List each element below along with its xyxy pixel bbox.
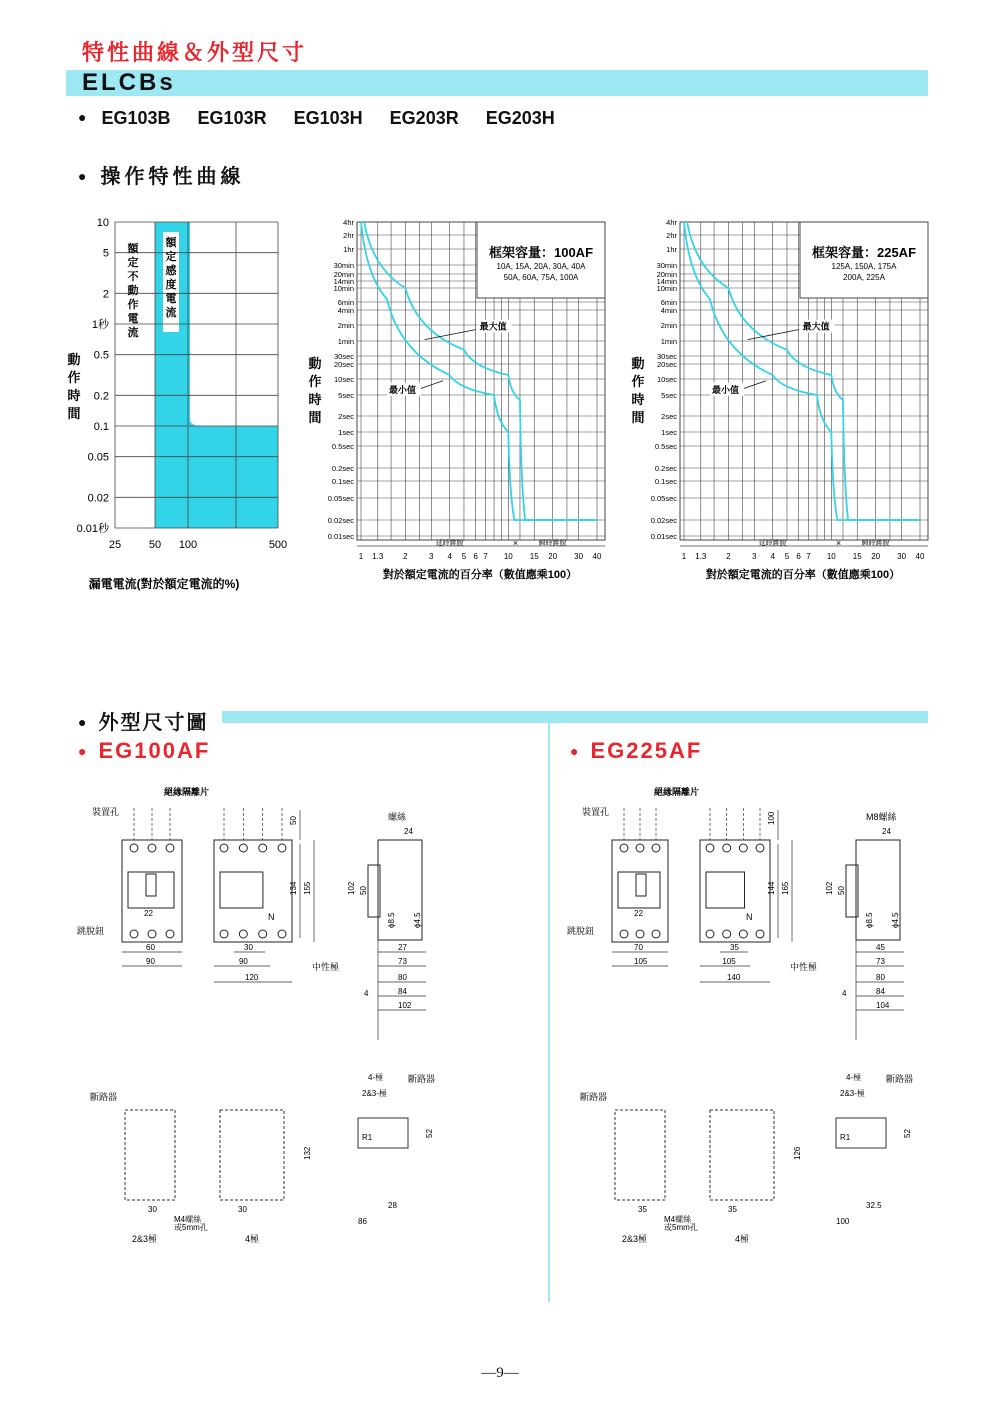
- pole-4-label: 4極: [245, 1234, 260, 1244]
- model-item: EG103H: [293, 108, 363, 128]
- delay-trip-label: 延時跳脫: [435, 540, 464, 547]
- mount-hole-label: 裝置孔: [582, 807, 610, 817]
- dim-value: 144: [767, 881, 776, 895]
- x-tick-label: 7: [806, 552, 811, 561]
- dim-value: 35: [638, 1205, 647, 1214]
- terminal: [723, 930, 731, 938]
- cutout-4pole: [220, 1110, 284, 1200]
- terminal: [652, 844, 660, 852]
- four-pole-label: 4-極: [368, 1073, 384, 1082]
- front-view-4pole: [214, 840, 292, 942]
- dim-value: 4: [842, 989, 847, 998]
- x-tick-label: 3: [429, 552, 434, 561]
- dim-value: 80: [398, 973, 407, 982]
- x-tick-label: 2: [403, 552, 408, 561]
- dim-value: ϕ4.5: [413, 912, 422, 928]
- dim-drawing-eg100af: [70, 780, 540, 1280]
- terminal: [166, 844, 174, 852]
- trip-ylabel-char: 作: [308, 374, 322, 389]
- y-tick-label: 5sec: [338, 391, 354, 400]
- dim-value: 50: [359, 886, 368, 895]
- x-tick-label: 10: [826, 552, 836, 561]
- frame-capacity-box: [477, 222, 605, 298]
- trip-ylabel-char: 作: [631, 374, 645, 389]
- x-tick-label: 2: [726, 552, 731, 561]
- dim-value: 45: [876, 943, 885, 952]
- neutral-mark: N: [268, 912, 275, 922]
- insulator-label: 絕緣隔離片: [164, 787, 210, 797]
- y-tick-label: 10sec: [656, 375, 677, 384]
- terminal: [620, 930, 628, 938]
- y-tick-label: 0.1sec: [331, 477, 354, 486]
- trip-button-label: 跳脫鈕: [567, 926, 595, 936]
- y-tick-label: 20min: [656, 270, 677, 279]
- handle-area: [618, 872, 660, 908]
- four-pole-label: 4-極: [846, 1073, 862, 1082]
- dim-value: 104: [876, 1001, 890, 1010]
- page-number: —9—: [481, 1365, 519, 1381]
- max-label: 最大值: [479, 321, 507, 332]
- screw-note: 或5mm孔: [174, 1223, 208, 1232]
- x-tick-label: 25: [108, 539, 122, 551]
- x-tick-label: 30: [574, 552, 584, 561]
- frame-capacity-title: 框架容量：225AF: [811, 245, 917, 260]
- x-tick-label: 30: [897, 552, 907, 561]
- pole-23-label: 2&3極: [132, 1234, 158, 1244]
- y-tick-label: 1sec: [661, 428, 677, 437]
- leakage-annotation-nonoperate: 作: [127, 299, 139, 311]
- leakage-annotation-nonoperate: 流: [127, 327, 139, 339]
- dim-value: 100: [767, 811, 776, 825]
- cutout-label: 斷路器: [886, 1074, 914, 1084]
- screw-note: 或5mm孔: [664, 1223, 698, 1232]
- delay-trip-label: 延時跳脫: [758, 540, 787, 547]
- y-tick-label: 2hr: [343, 231, 354, 240]
- instant-trip-label: 瞬時跳脫: [538, 540, 567, 547]
- screw-label: M8螺絲: [866, 812, 897, 822]
- x-tick-label: 100: [178, 539, 198, 551]
- dim-group: [567, 786, 913, 1244]
- frame-capacity-ratings: 10A, 15A, 20A, 30A, 40A: [496, 262, 586, 271]
- y-tick-label: 0.01sec: [650, 532, 677, 541]
- frame-capacity-box: [800, 222, 928, 298]
- model-item: EG103R: [197, 108, 267, 128]
- section-curve-title: 操作特性曲線: [100, 166, 245, 188]
- dim-value: 24: [404, 827, 413, 836]
- y-tick-label: 0.5sec: [654, 442, 677, 451]
- x-tick-label: 40: [915, 552, 925, 561]
- terminal: [130, 930, 138, 938]
- instant-trip-label: 瞬時跳脫: [861, 540, 890, 547]
- insulator-label: 絕緣隔離片: [654, 787, 700, 797]
- y-tick-label: 30min: [656, 261, 677, 270]
- terminal: [148, 844, 156, 852]
- eg225af-title: [570, 738, 702, 764]
- frame-capacity-ratings: 125A, 150A, 175A: [831, 262, 897, 271]
- terminal: [278, 844, 286, 852]
- dim-value: 24: [882, 827, 891, 836]
- screw-label: 螺絲: [388, 812, 407, 822]
- screw-note: M4螺絲: [664, 1215, 692, 1224]
- dim-value: 60: [146, 943, 155, 952]
- front-view-4pole: [700, 840, 770, 942]
- dim-drawing-eg225af: [560, 780, 950, 1280]
- y-tick-label: 0.2sec: [331, 464, 354, 473]
- y-tick-label: 0.5: [93, 349, 109, 362]
- mount-hole-label: 裝置孔: [92, 807, 120, 817]
- leakage-chart: [60, 210, 300, 595]
- dim-value: 52: [903, 1129, 912, 1138]
- terminal: [706, 844, 714, 852]
- cutout-label: 斷路器: [580, 1092, 608, 1102]
- y-tick-label: 20sec: [333, 360, 354, 369]
- dim-value: 28: [388, 1201, 397, 1210]
- dim-value: 4: [364, 989, 369, 998]
- frame-capacity-title: 框架容量：100AF: [488, 245, 594, 260]
- leakage-xlabel: 漏電電流(對於額定電流的%): [88, 577, 240, 591]
- dim-value: 73: [876, 957, 885, 966]
- dim-value: 22: [634, 909, 643, 918]
- column-divider: [548, 722, 550, 1302]
- y-tick-label: 0.2sec: [654, 464, 677, 473]
- handle-area: [128, 872, 174, 908]
- handle: [146, 874, 156, 896]
- dim-value: 90: [146, 957, 155, 966]
- y-tick-label: 2sec: [661, 412, 677, 421]
- terminal: [148, 930, 156, 938]
- max-label: 最大值: [802, 321, 830, 332]
- dim-value: 102: [398, 1001, 412, 1010]
- y-tick-label: 10min: [656, 284, 677, 293]
- dim-value: ϕ8.5: [387, 912, 396, 928]
- leakage-annotation-nonoperate: 不: [127, 271, 139, 283]
- terminal: [259, 844, 267, 852]
- trip-ylabel-char: 動: [308, 356, 322, 371]
- y-tick-label: 2sec: [338, 412, 354, 421]
- y-tick-label: 1秒: [91, 319, 109, 331]
- x-tick-label: 20: [548, 552, 558, 561]
- model-item: EG103B: [101, 108, 171, 128]
- terminal: [239, 844, 247, 852]
- dim-value: 30: [148, 1205, 157, 1214]
- dim-value: 90: [238, 957, 248, 966]
- frame-capacity-ratings: 50A, 60A, 75A, 100A: [503, 273, 579, 282]
- y-tick-label: 4hr: [343, 218, 354, 227]
- neutral-label: 中性極: [790, 962, 818, 972]
- dim-value: 100: [836, 1217, 850, 1226]
- trip-ylabel-char: 間: [631, 410, 645, 425]
- trip-chart-100af: [305, 210, 615, 595]
- section-curve-heading: [78, 160, 244, 189]
- handle: [636, 874, 646, 896]
- terminal: [636, 844, 644, 852]
- leakage-annotation-nonoperate: 動: [127, 285, 139, 297]
- terminal: [166, 930, 174, 938]
- title-band: [66, 70, 928, 96]
- two-three-pole-label: 2&3-極: [362, 1089, 387, 1098]
- x-tick-label: 4: [447, 552, 452, 561]
- leakage-annotation-sensitivity: 電: [165, 293, 177, 305]
- terminal: [220, 930, 228, 938]
- dim-value: 22: [144, 909, 153, 918]
- x-tick-label: 6: [473, 552, 478, 561]
- terminal: [130, 844, 138, 852]
- radius-label: R1: [840, 1133, 851, 1142]
- dim-value: 102: [347, 881, 356, 895]
- dim-value: 140: [727, 973, 741, 982]
- terminal: [636, 930, 644, 938]
- y-tick-label: 14min: [656, 277, 677, 286]
- radius-label: R1: [362, 1133, 373, 1142]
- y-tick-label: 0.02sec: [327, 516, 354, 525]
- y-tick-label: 1min: [337, 337, 354, 346]
- y-tick-label: 4hr: [666, 218, 677, 227]
- x-tick-label: 1: [358, 552, 364, 561]
- terminal: [723, 844, 731, 852]
- y-tick-label: 20min: [333, 270, 354, 279]
- handle-area: [220, 872, 263, 908]
- dim-value: 84: [398, 987, 407, 996]
- terminal: [739, 844, 747, 852]
- leakage-ylabel-char: 動: [67, 352, 81, 367]
- two-three-pole-label: 2&3-極: [840, 1089, 865, 1098]
- trip-button-label: 跳脫鈕: [77, 926, 105, 936]
- x-tick-label: 20: [871, 552, 881, 561]
- terminal: [652, 930, 660, 938]
- trip-xlabel: 對於額定電流的百分率（數值應乘100）: [705, 569, 901, 581]
- page-title: 特性曲線＆外型尺寸: [82, 40, 308, 65]
- leakage-annotation-sensitivity: 定: [165, 251, 177, 263]
- terminal: [239, 930, 247, 938]
- leakage-annotation-sensitivity: 感: [165, 265, 177, 277]
- terminal: [620, 844, 628, 852]
- terminal: [756, 930, 764, 938]
- y-tick-label: 1min: [660, 337, 677, 346]
- dim-value: 102: [825, 881, 834, 895]
- dim-value: 32.5: [866, 1201, 882, 1210]
- band-title: ELCBs: [82, 69, 176, 96]
- y-tick-label: 2hr: [666, 231, 677, 240]
- x-tick-label: 15: [852, 552, 862, 561]
- dim-value: ϕ4.5: [891, 912, 900, 928]
- dim-value: 120: [245, 973, 259, 982]
- trip-chart-225af: [628, 210, 938, 595]
- y-tick-label: 30sec: [656, 352, 677, 361]
- dim-value: 52: [425, 1129, 434, 1138]
- x-tick-label: 50: [148, 539, 162, 551]
- y-tick-label: 10: [96, 217, 109, 229]
- front-view-3pole: [122, 840, 182, 942]
- min-label: 最小值: [711, 384, 739, 395]
- y-tick-label: 10sec: [333, 375, 354, 384]
- pole-23-label: 2&3極: [622, 1234, 648, 1244]
- cutout-4pole: [710, 1110, 774, 1200]
- trip-point-marker: ×: [512, 538, 519, 548]
- model-item: EG203R: [389, 108, 459, 128]
- y-tick-label: 0.02: [87, 492, 109, 505]
- y-tick-label: 4min: [660, 306, 677, 315]
- leakage-annotation-sensitivity: 度: [165, 279, 177, 291]
- min-label: 最小值: [388, 384, 416, 395]
- y-tick-label: 30min: [333, 261, 354, 270]
- terminal: [220, 844, 228, 852]
- y-tick-label: 4min: [337, 306, 354, 315]
- handle-area: [706, 872, 745, 908]
- x-tick-label: 1: [681, 552, 687, 561]
- dim-value: 70: [634, 943, 643, 952]
- terminal: [706, 930, 714, 938]
- dim-value: ϕ8.5: [865, 912, 874, 928]
- y-tick-label: 5: [102, 247, 109, 260]
- y-tick-label: 2: [102, 288, 109, 301]
- leakage-ylabel-char: 間: [67, 406, 81, 421]
- y-tick-label: 0.01秒: [76, 523, 109, 535]
- x-tick-label: 7: [483, 552, 488, 561]
- x-tick-label: 1.3: [372, 552, 384, 561]
- trip-ylabel-char: 動: [631, 356, 645, 371]
- y-tick-label: 0.05sec: [650, 494, 677, 503]
- y-tick-label: 2min: [660, 321, 677, 330]
- terminal: [739, 930, 747, 938]
- model-item: EG203H: [485, 108, 555, 128]
- trip-ylabel-char: 時: [308, 392, 322, 407]
- eg225af-label: EG225AF: [590, 738, 703, 763]
- dim-value: 50: [837, 886, 846, 895]
- y-tick-label: 5sec: [661, 391, 677, 400]
- x-tick-label: 4: [770, 552, 775, 561]
- x-tick-label: 500: [268, 539, 288, 551]
- cutout-label: 斷路器: [408, 1074, 436, 1084]
- y-tick-label: 1hr: [666, 245, 677, 254]
- y-tick-label: 6min: [660, 298, 677, 307]
- section-dim-band: [222, 711, 928, 723]
- x-tick-label: 40: [592, 552, 602, 561]
- dim-value: 30: [238, 1205, 247, 1214]
- y-tick-label: 0.2: [93, 390, 109, 403]
- terminal: [756, 844, 764, 852]
- eg100af-title: [78, 738, 210, 764]
- y-tick-label: 0.02sec: [650, 516, 677, 525]
- y-tick-label: 14min: [333, 277, 354, 286]
- dim-value: 105: [634, 957, 648, 966]
- dim-value: 30: [244, 943, 253, 952]
- y-tick-label: 2min: [337, 321, 354, 330]
- dim-value: 35: [730, 943, 739, 952]
- y-tick-label: 10min: [333, 284, 354, 293]
- dim-value: 165: [781, 881, 790, 895]
- trip-ylabel-char: 間: [308, 410, 322, 425]
- x-tick-label: 6: [796, 552, 801, 561]
- y-tick-label: 0.05sec: [327, 494, 354, 503]
- pole-4-label: 4極: [735, 1234, 750, 1244]
- y-tick-label: 0.1sec: [654, 477, 677, 486]
- x-tick-label: 5: [461, 552, 467, 561]
- dim-value: 73: [398, 957, 407, 966]
- leakage-ylabel-char: 時: [67, 388, 81, 403]
- dim-value: 35: [728, 1205, 737, 1214]
- y-tick-label: 0.5sec: [331, 442, 354, 451]
- terminal: [259, 930, 267, 938]
- y-tick-label: 0.1: [93, 421, 109, 433]
- dim-value: 126: [793, 1146, 802, 1160]
- dim-value: 132: [303, 1146, 312, 1160]
- dim-value: 27: [398, 943, 407, 952]
- trip-xlabel: 對於額定電流的百分率（數值應乘100）: [382, 569, 578, 581]
- screw-note: M4螺絲: [174, 1215, 202, 1224]
- leakage-annotation-sensitivity: 流: [165, 307, 177, 319]
- dim-value: 134: [289, 881, 298, 895]
- section-dim-heading: [78, 706, 208, 735]
- y-tick-label: 30sec: [333, 352, 354, 361]
- x-tick-label: 15: [529, 552, 539, 561]
- neutral-mark: N: [746, 912, 753, 922]
- model-list: [78, 108, 577, 129]
- dim-group: [77, 786, 435, 1244]
- y-tick-label: 1hr: [343, 245, 354, 254]
- trip-point-marker: ×: [835, 538, 842, 548]
- neutral-label: 中性極: [312, 962, 340, 972]
- x-tick-label: 3: [752, 552, 757, 561]
- y-tick-label: 6min: [337, 298, 354, 307]
- y-tick-label: 0.01sec: [327, 532, 354, 541]
- cutout-23pole: [615, 1110, 665, 1200]
- dim-value: 105: [722, 957, 736, 966]
- leakage-annotation-sensitivity: 額: [165, 237, 177, 249]
- y-tick-label: 1sec: [338, 428, 354, 437]
- x-tick-label: 10: [503, 552, 513, 561]
- dim-value: 50: [289, 816, 298, 825]
- leakage-annotation-nonoperate: 電: [127, 313, 139, 325]
- leakage-annotation-nonoperate: 額: [127, 243, 139, 255]
- cutout-label: 斷路器: [90, 1092, 118, 1102]
- eg100af-label: EG100AF: [98, 738, 211, 763]
- y-tick-label: 20sec: [656, 360, 677, 369]
- y-tick-label: 0.05: [87, 451, 109, 464]
- x-tick-label: 1.3: [695, 552, 707, 561]
- x-tick-label: 5: [784, 552, 790, 561]
- leakage-annotation-nonoperate: 定: [127, 257, 139, 269]
- frame-capacity-ratings: 200A, 225A: [843, 273, 885, 282]
- dim-value: 84: [876, 987, 885, 996]
- cutout-23pole: [125, 1110, 175, 1200]
- dim-value: 155: [303, 881, 312, 895]
- dim-value: 86: [358, 1217, 367, 1226]
- dim-value: 80: [876, 973, 885, 982]
- leakage-ylabel-char: 作: [67, 370, 81, 385]
- terminal: [278, 930, 286, 938]
- trip-ylabel-char: 時: [631, 392, 645, 407]
- section-dim-title: 外型尺寸圖: [98, 712, 209, 734]
